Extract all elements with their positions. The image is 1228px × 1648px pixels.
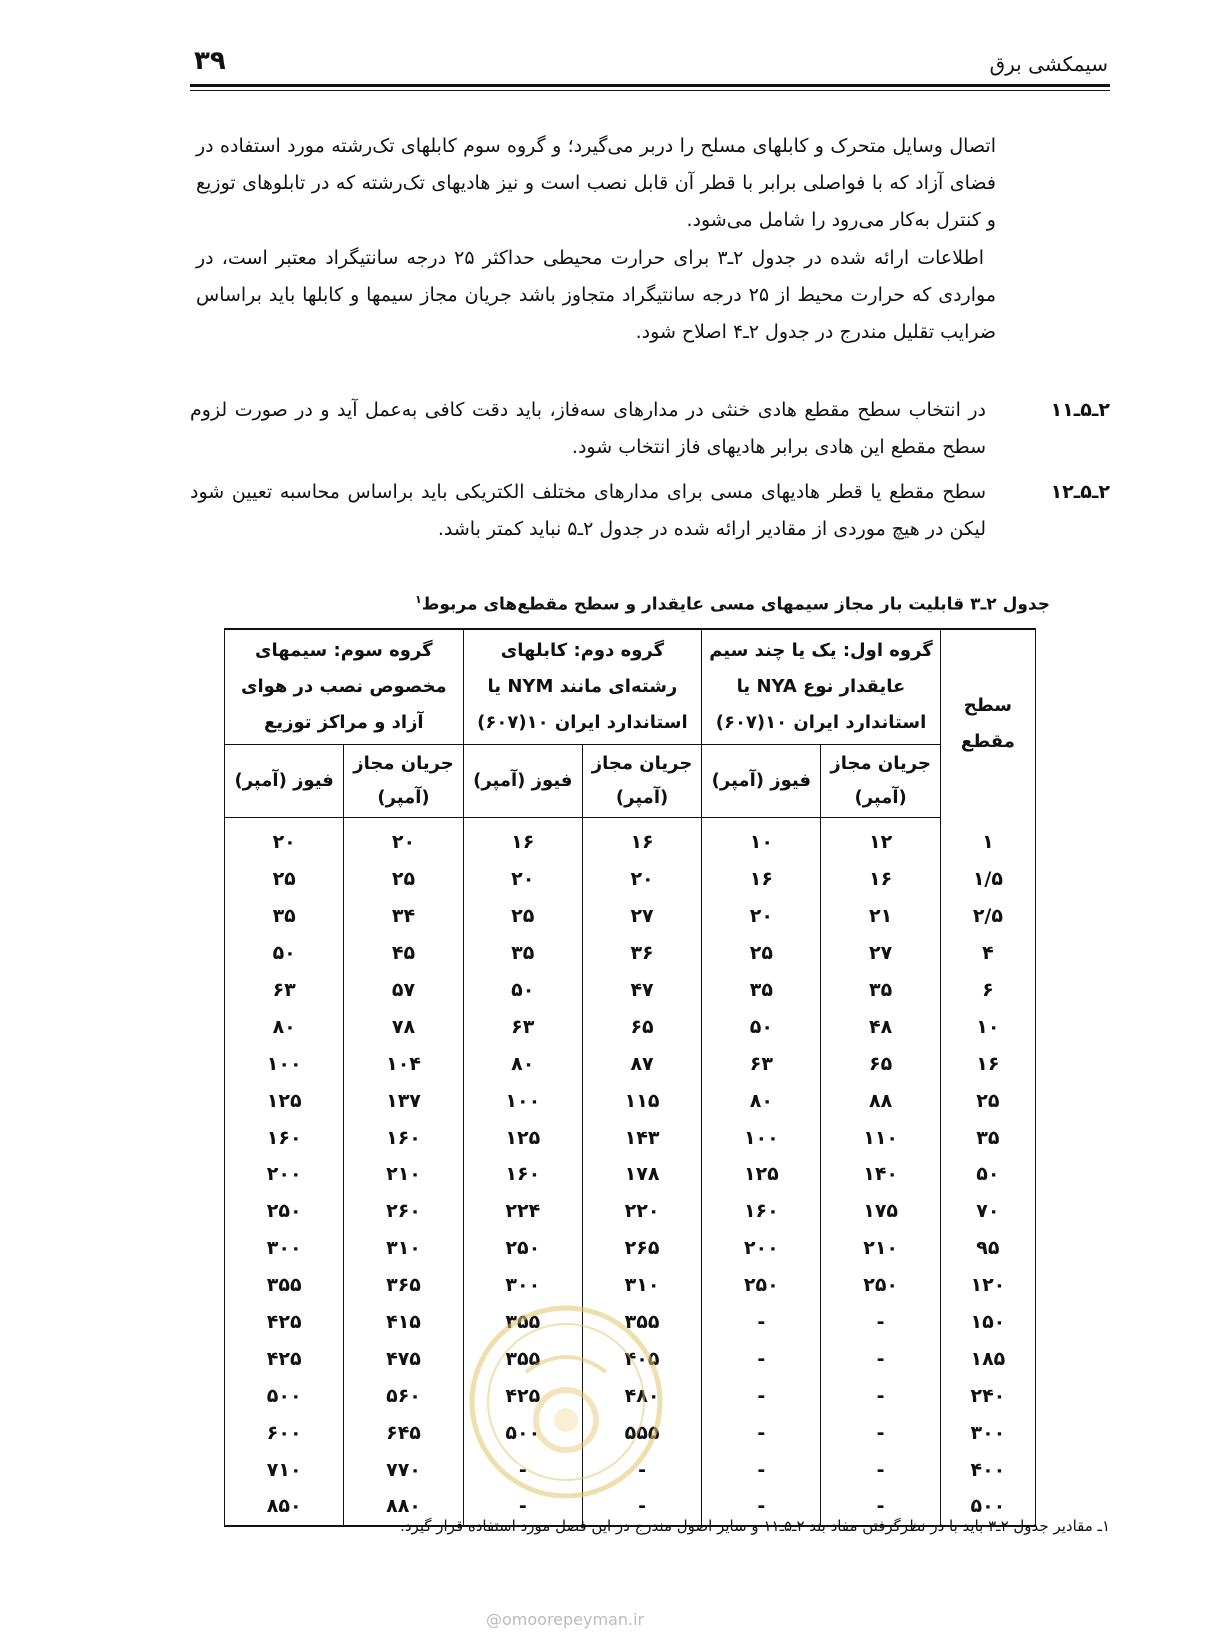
- cross-section-cell: ۱: [940, 818, 1035, 861]
- cross-section-cell: ۳۵: [940, 1119, 1035, 1156]
- cross-section-cell: ۵۰: [940, 1156, 1035, 1193]
- value-cell: -: [463, 1488, 582, 1526]
- value-cell: ۳۱۰: [582, 1267, 701, 1304]
- value-cell: ۱۶: [582, 818, 701, 861]
- value-cell: ۱۲۵: [463, 1119, 582, 1156]
- current-header: جریان مجاز (آمپر): [821, 745, 940, 818]
- value-cell: ۵۰۰: [225, 1377, 344, 1414]
- value-cell: -: [702, 1377, 821, 1414]
- fuse-header: فیوز (آمپر): [463, 745, 582, 818]
- value-cell: ۱۰۴: [344, 1045, 463, 1082]
- cross-section-cell: ۷۰: [940, 1193, 1035, 1230]
- value-cell: ۲۰۰: [225, 1156, 344, 1193]
- value-cell: ۵۵۵: [582, 1414, 701, 1451]
- fuse-header: فیوز (آمپر): [702, 745, 821, 818]
- value-cell: ۲۰۰: [702, 1230, 821, 1267]
- value-cell: ۱۶۰: [702, 1193, 821, 1230]
- table-row: [225, 1414, 1036, 1451]
- value-cell: ۳۵: [463, 935, 582, 972]
- value-cell: ۱۶۰: [463, 1156, 582, 1193]
- value-cell: ۱۶۰: [225, 1119, 344, 1156]
- value-cell: ۶۳: [463, 1008, 582, 1045]
- value-cell: ۲۱۰: [344, 1156, 463, 1193]
- cross-section-cell: ۱۲۰: [940, 1267, 1035, 1304]
- value-cell: -: [821, 1377, 940, 1414]
- value-cell: -: [821, 1414, 940, 1451]
- value-cell: ۲۰: [225, 818, 344, 861]
- cross-section-cell: ۲/۵: [940, 898, 1035, 935]
- value-cell: -: [702, 1304, 821, 1341]
- value-cell: ۲۲۰: [582, 1193, 701, 1230]
- table-row: [225, 818, 1036, 861]
- value-cell: ۲۰: [463, 861, 582, 898]
- value-cell: ۱۱۰: [821, 1119, 940, 1156]
- value-cell: ۴۸۰: [582, 1377, 701, 1414]
- value-cell: ۸۸: [821, 1082, 940, 1119]
- value-cell: ۸۸۰: [344, 1488, 463, 1526]
- value-cell: ۱۶: [702, 861, 821, 898]
- header-rule-thick: [190, 84, 1110, 87]
- header-rule-thin: [190, 90, 1110, 91]
- value-cell: -: [821, 1304, 940, 1341]
- value-cell: ۳۵: [702, 972, 821, 1009]
- section-header: سطح مقطع: [940, 629, 1035, 818]
- group-3-header: گروه سوم: سیمهای مخصوص نصب در هوای آزاد و مراکز توزیع: [225, 629, 464, 745]
- value-cell: ۸۷: [582, 1045, 701, 1082]
- value-cell: ۳۵۵: [582, 1304, 701, 1341]
- value-cell: ۲۵۰: [821, 1267, 940, 1304]
- value-cell: ۸۰: [463, 1045, 582, 1082]
- value-cell: ۲۶۰: [344, 1193, 463, 1230]
- value-cell: ۳۰۰: [225, 1230, 344, 1267]
- cross-section-cell: ۱۶: [940, 1045, 1035, 1082]
- ampacity-table: [224, 628, 1036, 1527]
- value-cell: -: [582, 1451, 701, 1488]
- value-cell: ۵۰: [225, 935, 344, 972]
- cross-section-cell: ۱/۵: [940, 861, 1035, 898]
- clause-text: در انتخاب سطح مقطع هادی خنثی در مدارهای سه‌فاز، باید دقت کافی به‌عمل آید و در صورت لزوم سطح مقطع این هادی برابر هادیهای فاز انتخاب شود.: [190, 399, 986, 458]
- table-row: [225, 898, 1036, 935]
- cross-section-cell: ۵۰۰: [940, 1488, 1035, 1526]
- value-cell: ۴۲۵: [225, 1304, 344, 1341]
- page-header: [190, 40, 1110, 100]
- footnote: ۱ـ مقادیر جدول ۲ـ۳ باید با در نظرگرفتن مفاد بند ۲ـ۵ـ۱۱ و سایر اصول مندرج در این فصل مورد استفاده قرار گیرد.: [400, 1517, 1110, 1535]
- value-cell: ۲۰: [582, 861, 701, 898]
- value-cell: ۲۱۰: [821, 1230, 940, 1267]
- table-row: [225, 1156, 1036, 1193]
- value-cell: ۵۰۰: [463, 1414, 582, 1451]
- value-cell: ۸۰: [225, 1008, 344, 1045]
- table-row: [225, 1193, 1036, 1230]
- value-cell: ۲۵: [225, 861, 344, 898]
- table-row: [225, 1230, 1036, 1267]
- value-cell: ۶۵: [582, 1008, 701, 1045]
- table-row: [225, 935, 1036, 972]
- value-cell: ۱۲: [821, 818, 940, 861]
- clause-text: سطح مقطع یا قطر هادیهای مسی برای مدارهای مختلف الکتریکی باید براساس محاسبه تعیین شود لیکن در هیچ موردی از مقادیر ارائه شده در جدول ۲ـ۵ نباید کمتر باشد.: [190, 481, 986, 540]
- page-number: ۳۹: [194, 46, 226, 76]
- fuse-header: فیوز (آمپر): [225, 745, 344, 818]
- table-row: [225, 1304, 1036, 1341]
- value-cell: ۷۸: [344, 1008, 463, 1045]
- value-cell: ۲۵۰: [463, 1230, 582, 1267]
- cross-section-cell: ۱۰: [940, 1008, 1035, 1045]
- value-cell: ۱۲۵: [702, 1156, 821, 1193]
- value-cell: ۵۷: [344, 972, 463, 1009]
- cross-section-cell: ۶: [940, 972, 1035, 1009]
- value-cell: ۶۰۰: [225, 1414, 344, 1451]
- cross-section-cell: ۲۵: [940, 1082, 1035, 1119]
- value-cell: ۵۰: [702, 1008, 821, 1045]
- table-row: [225, 1451, 1036, 1488]
- value-cell: ۱۶: [821, 861, 940, 898]
- value-cell: ۳۵۵: [225, 1267, 344, 1304]
- value-cell: ۴۷: [582, 972, 701, 1009]
- value-cell: ۲۵: [702, 935, 821, 972]
- watermark-url: @omoorepeyman.ir: [486, 1610, 645, 1629]
- value-cell: -: [702, 1340, 821, 1377]
- value-cell: ۶۴۵: [344, 1414, 463, 1451]
- current-header: جریان مجاز (آمپر): [582, 745, 701, 818]
- value-cell: ۱۱۵: [582, 1082, 701, 1119]
- table-row: [225, 1119, 1036, 1156]
- table-caption-text: جدول ۲ـ۳ قابلیت بار مجاز سیمهای مسی عایقدار و سطح مقطع‌های مربوط: [421, 594, 1050, 615]
- value-cell: ۲۲۴: [463, 1193, 582, 1230]
- value-cell: ۷۷۰: [344, 1451, 463, 1488]
- cross-section-cell: ۴: [940, 935, 1035, 972]
- value-cell: ۳۶: [582, 935, 701, 972]
- value-cell: ۱۰: [702, 818, 821, 861]
- table-row: [225, 1267, 1036, 1304]
- value-cell: ۴۱۵: [344, 1304, 463, 1341]
- group-2-header: گروه دوم: کابلهای رشته‌ای مانند NYM یا استاندارد ایران ۱۰(۶۰۷): [463, 629, 702, 745]
- value-cell: ۴۲۵: [463, 1377, 582, 1414]
- value-cell: ۲۵: [463, 898, 582, 935]
- value-cell: ۸۵۰: [225, 1488, 344, 1526]
- value-cell: ۳۵: [821, 972, 940, 1009]
- value-cell: ۴۲۵: [225, 1340, 344, 1377]
- table-body: [225, 818, 1036, 1526]
- table-row: [225, 1008, 1036, 1045]
- value-cell: ۲۶۵: [582, 1230, 701, 1267]
- value-cell: ۱۷۵: [821, 1193, 940, 1230]
- value-cell: -: [582, 1488, 701, 1526]
- table-row: [225, 1045, 1036, 1082]
- value-cell: ۳۰۰: [463, 1267, 582, 1304]
- value-cell: -: [463, 1451, 582, 1488]
- value-cell: ۱۴۰: [821, 1156, 940, 1193]
- value-cell: ۱۳۷: [344, 1082, 463, 1119]
- value-cell: ۱۲۵: [225, 1082, 344, 1119]
- value-cell: ۲۷: [582, 898, 701, 935]
- table-row: [225, 972, 1036, 1009]
- value-cell: -: [821, 1340, 940, 1377]
- value-cell: ۳۶۵: [344, 1267, 463, 1304]
- value-cell: ۳۵۵: [463, 1340, 582, 1377]
- table-row: [225, 861, 1036, 898]
- value-cell: ۲۱: [821, 898, 940, 935]
- cross-section-cell: ۱۵۰: [940, 1304, 1035, 1341]
- value-cell: -: [821, 1488, 940, 1526]
- value-cell: ۶۳: [702, 1045, 821, 1082]
- value-cell: ۳۱۰: [344, 1230, 463, 1267]
- value-cell: ۳۴: [344, 898, 463, 935]
- current-header: جریان مجاز (آمپر): [344, 745, 463, 818]
- value-cell: ۲۰: [702, 898, 821, 935]
- table-caption: [400, 593, 1050, 615]
- value-cell: ۲۵۰: [702, 1267, 821, 1304]
- value-cell: ۴۷۵: [344, 1340, 463, 1377]
- table-row: [225, 1340, 1036, 1377]
- value-cell: -: [702, 1414, 821, 1451]
- value-cell: ۳۵۵: [463, 1304, 582, 1341]
- paragraph-1: اتصال وسایل متحرک و کابلهای مسلح را دربر می‌گیرد؛ و گروه سوم کابلهای تک‌رشته مورد استفاده در فضای آزاد که با فواصلی برابر با قطر آن قابل نصب است و نیز هادیهای تک‌رشته که در تابلوهای توزیع و کنترل به‌کار می‌رود را شامل می‌شود.: [196, 135, 996, 231]
- cross-section-cell: ۳۰۰: [940, 1414, 1035, 1451]
- value-cell: ۳۵: [225, 898, 344, 935]
- value-cell: ۴۵: [344, 935, 463, 972]
- value-cell: -: [821, 1451, 940, 1488]
- table-row: [225, 1377, 1036, 1414]
- value-cell: ۱۴۳: [582, 1119, 701, 1156]
- cross-section-cell: ۱۸۵: [940, 1340, 1035, 1377]
- value-cell: ۲۰: [344, 818, 463, 861]
- value-cell: ۱۶: [463, 818, 582, 861]
- cross-section-cell: ۴۰۰: [940, 1451, 1035, 1488]
- value-cell: -: [702, 1488, 821, 1526]
- value-cell: ۱۰۰: [225, 1045, 344, 1082]
- value-cell: ۵۶۰: [344, 1377, 463, 1414]
- value-cell: ۸۰: [702, 1082, 821, 1119]
- running-title: سیمکشی برق: [989, 52, 1108, 76]
- cross-section-cell: ۲۴۰: [940, 1377, 1035, 1414]
- value-cell: ۲۷: [821, 935, 940, 972]
- value-cell: ۶۳: [225, 972, 344, 1009]
- clause-number: ۲ـ۵ـ۱۱: [1050, 399, 1110, 421]
- value-cell: -: [702, 1451, 821, 1488]
- value-cell: ۵۰: [463, 972, 582, 1009]
- value-cell: ۲۵۰: [225, 1193, 344, 1230]
- value-cell: ۱۷۸: [582, 1156, 701, 1193]
- paragraph-2: اطلاعات ارائه شده در جدول ۲ـ۳ برای حرارت محیطی حداکثر ۲۵ درجه سانتیگراد معتبر است، در مواردی که حرارت محیط از ۲۵ درجه سانتیگراد متجاوز باشد جریان مجاز سیمها و کابلها باید براساس ضرایب تقلیل مندرج در جدول ۲ـ۴ اصلاح شود.: [196, 247, 996, 343]
- value-cell: ۲۵: [344, 861, 463, 898]
- value-cell: ۱۰۰: [463, 1082, 582, 1119]
- group-1-header: گروه اول: یک یا چند سیم عایقدار نوع NYA یا استاندارد ایران ۱۰(۶۰۷): [702, 629, 941, 745]
- footnote-ref: ۱: [415, 593, 422, 606]
- value-cell: ۱۶۰: [344, 1119, 463, 1156]
- clause-number: ۲ـ۵ـ۱۲: [1050, 481, 1110, 503]
- value-cell: ۷۱۰: [225, 1451, 344, 1488]
- value-cell: ۴۸: [821, 1008, 940, 1045]
- value-cell: ۶۵: [821, 1045, 940, 1082]
- value-cell: ۱۰۰: [702, 1119, 821, 1156]
- table-row: [225, 1082, 1036, 1119]
- value-cell: ۴۰۵: [582, 1340, 701, 1377]
- cross-section-cell: ۹۵: [940, 1230, 1035, 1267]
